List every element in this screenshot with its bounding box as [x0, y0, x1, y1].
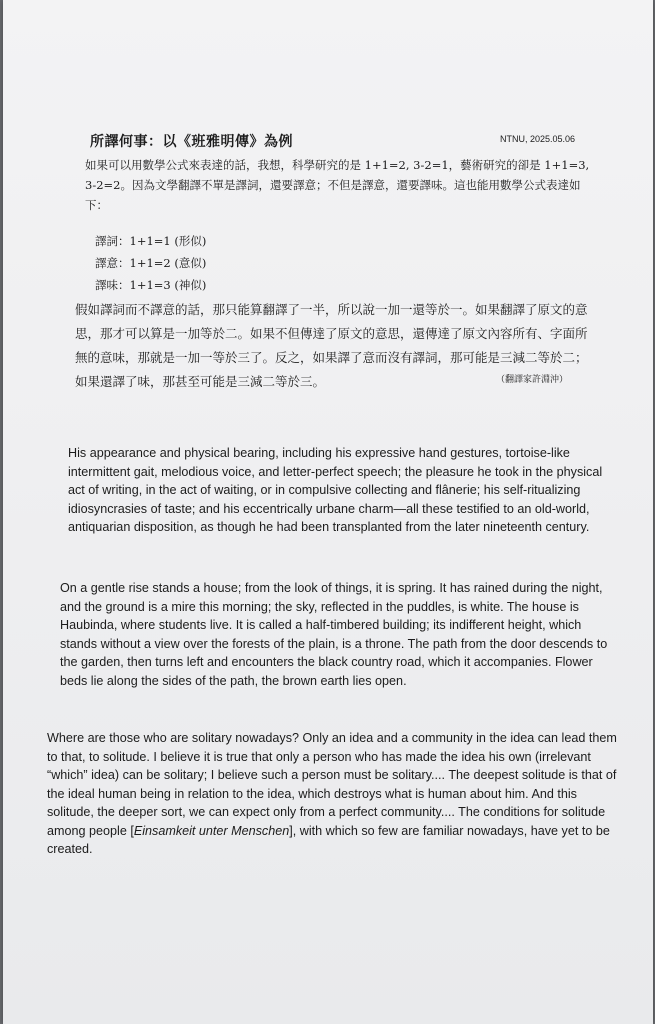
document-page — [3, 0, 653, 1024]
paragraph-3-text: Where are those who are solitary nowadays? Only an idea and a community in the idea can lead them to that, to solitude. I believe it is true that only a person who has made the idea his own (irrelevant “which” idea) can be solitary; I believe such a person must be solitary.... The deepest solitude is that of the ideal human being in relation to the idea, which destroys what is human about him. And this solitude, the deeper sort, we can expect only from a perfect community.... The conditions for solitude among people [ — [47, 731, 617, 838]
english-paragraph-3 — [47, 729, 627, 859]
paragraph-3-text-end: ], with which so few are familiar nowadays, have yet to be created. — [47, 823, 610, 856]
formula-item: 譯味：1+1=3 (神似) — [95, 278, 207, 292]
english-paragraph-2: On a gentle rise stands a house; from the look of things, it is spring. It has rained during the night, and the ground is a mire this morning; the sky, reflected in the puddles, is white. The house is Haubinda, where students live. It is called a half-timbered building; its indifferent height, which stands without a view over the forests of the plain, is a throne. The path from the door descends to the garden, then turns left and encounters the black country road, which it accompanies. Flower beds lie along the sides of the path, the brown earth lies open. — [60, 581, 608, 688]
italic-term: Einsamkeit unter Menschen — [133, 823, 290, 838]
formula-item: 譯意：1+1=2 (意似) — [95, 256, 207, 270]
page-title: 所譯何事：以《班雅明傳》為例 — [90, 134, 293, 150]
explanation-paragraph: 假如譯詞而不譯意的話，那只能算翻譯了一半，所以說一加一還等於一。如果翻譯了原文的意思，那才可以算是一加等於二。如果不但傳達了原文的意思，還傳達了原文內容所有、字面所無的意味，那就是一加一等於三了。反之，如果譯了意而沒有譯詞，那可能是三減二等於二；如果還譯了味，那甚至可能是三減二等於三。 — [75, 302, 588, 389]
intro-paragraph: 如果可以用數學公式來表達的話，我想，科學研究的是 1+1=2, 3-2=1，藝術研究的卻是 1+1=3, 3-2=2。因為文學翻譯不單是譯詞，還要譯意；不但是譯意，還要譯味。這也能用數學公式表達如下： — [85, 158, 590, 212]
formula-list — [95, 230, 206, 296]
english-paragraph-1: His appearance and physical bearing, including his expressive hand gestures, tortoise-like intermittent gait, melodious voice, and letter-perfect speech; the pleasure he took in the physical act of writing, in the act of waiting, or in compulsive collecting and flânerie; his self-ritualizing idiosyncrasies of taste; and his eccentrically urbane charm—all these testified to an old-world, antiquarian disposition, as though he had been transplanted from the later nineteenth century. — [68, 446, 603, 534]
formula-item: 譯詞：1+1=1 (形似) — [95, 234, 207, 248]
attribution: （翻譯家許淵沖） — [496, 375, 569, 385]
date-line: NTNU, 2025.05.06 — [500, 134, 576, 144]
